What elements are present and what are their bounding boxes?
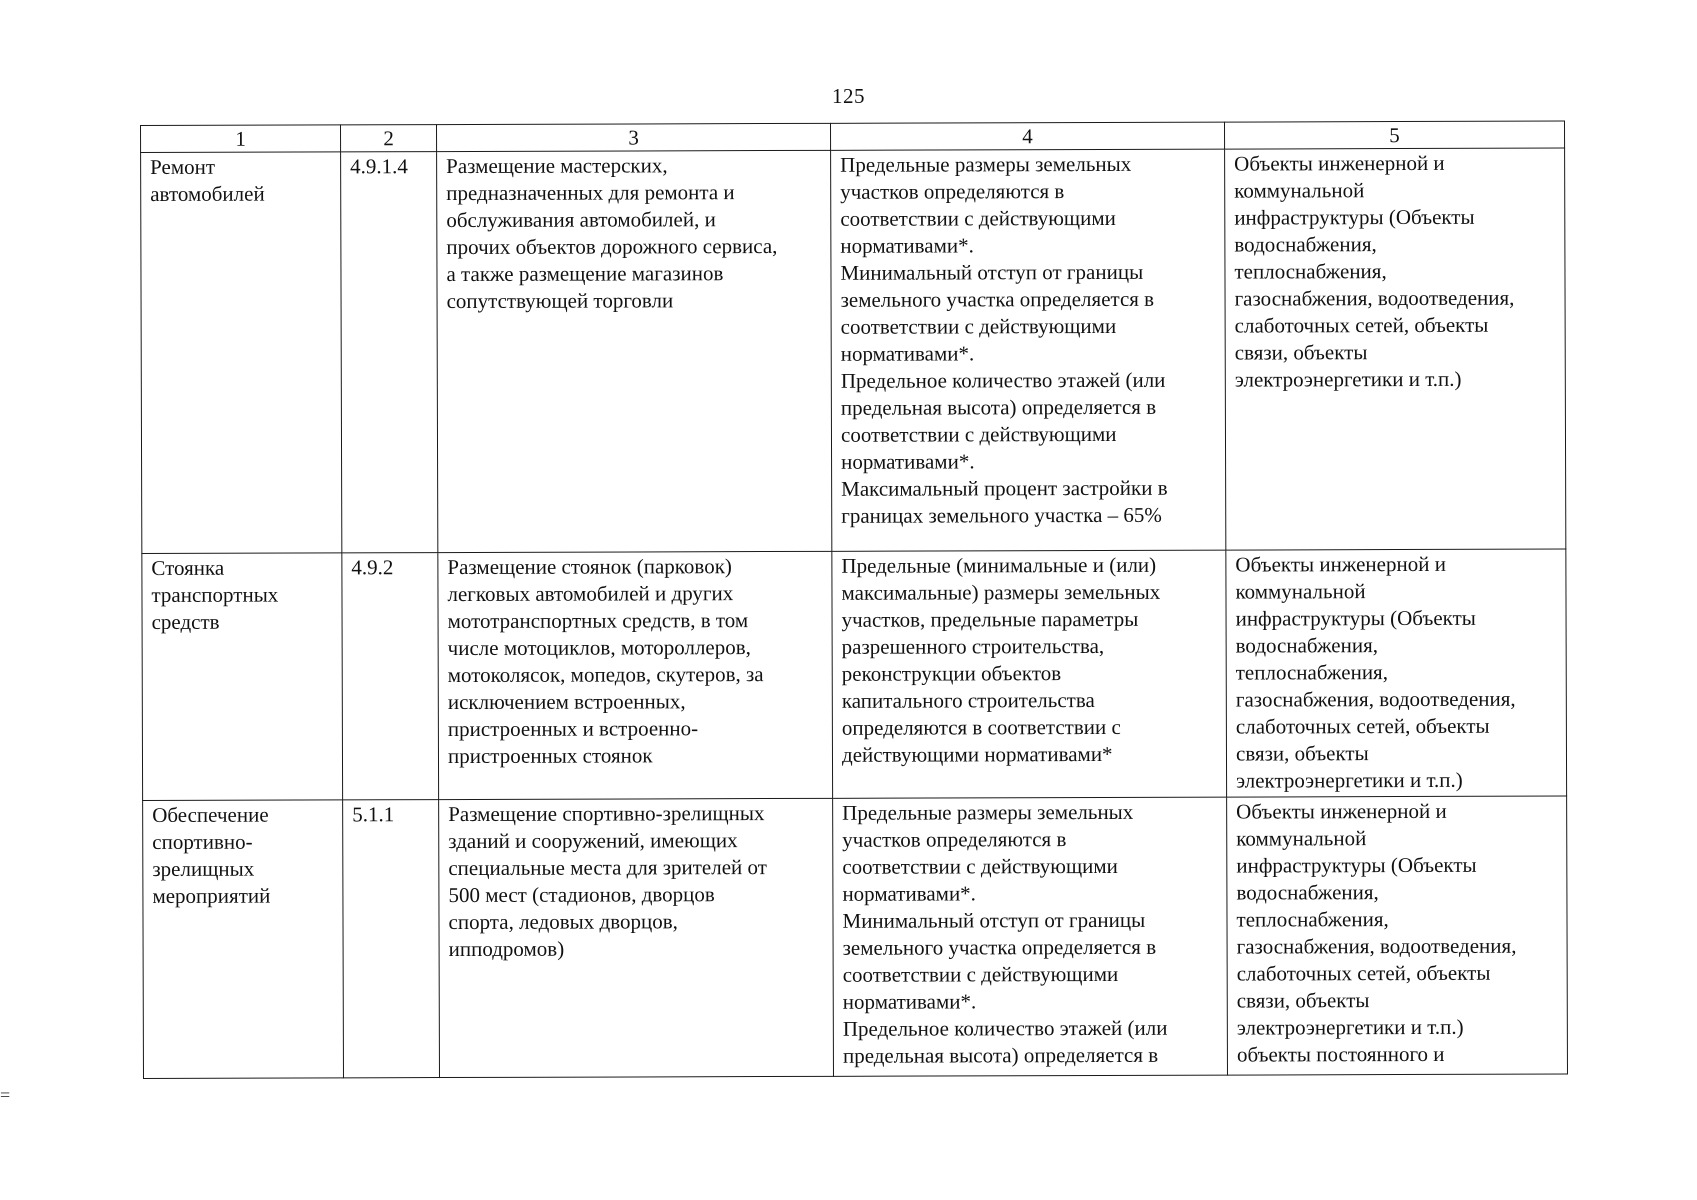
auxiliary-uses: Объекты инженерной и коммунальной инфраструктуры (Объекты водоснабжения, теплоснабжения, газоснабжения, водоотведения, слаботочных сетей, объекты связи, объекты электроэнергетики и т.п.) объекты постоянного и bbox=[1236, 798, 1517, 1067]
auxiliary-uses-cell bbox=[1227, 796, 1568, 1075]
use-code-cell bbox=[342, 553, 439, 800]
use-description-cell bbox=[437, 150, 832, 552]
use-code: 4.9.2 bbox=[351, 555, 394, 580]
use-parameters-cell bbox=[831, 149, 1226, 551]
use-description-cell bbox=[439, 798, 834, 1077]
use-parameters-cell bbox=[832, 550, 1227, 798]
page-number: 125 bbox=[832, 84, 865, 108]
auxiliary-uses-cell bbox=[1226, 549, 1567, 797]
table-body bbox=[141, 148, 1568, 1078]
use-parameters: Предельные размеры земельных участков определяются в соответствии с действующими нормативами*. Минимальный отступ от границы земельного участка определяется в соответствии с действующими нормативами*. Предельное количество этажей (или предельная высота) определяется в соответствии с действующими нормативами*. Максимальный процент застройки в границах земельного участка – 65% bbox=[840, 151, 1168, 528]
use-code: 5.1.1 bbox=[352, 802, 395, 827]
auxiliary-uses-cell bbox=[1225, 148, 1566, 550]
use-name: Обеспечение спортивно- зрелищных мероприятий bbox=[152, 802, 271, 908]
use-description: Размещение мастерских, предназначенных для ремонта и обслуживания автомобилей, и прочих объектов дорожного сервиса, а также размещение магазинов сопутствующей торговли bbox=[446, 153, 778, 314]
table-row bbox=[141, 148, 1566, 553]
use-code-cell bbox=[343, 800, 440, 1078]
use-code: 4.9.1.4 bbox=[350, 154, 408, 179]
header-col-3: 3 bbox=[437, 123, 831, 151]
use-name-cell bbox=[143, 800, 344, 1079]
header-col-5: 5 bbox=[1224, 121, 1564, 149]
land-use-table bbox=[140, 121, 1568, 1079]
table-row bbox=[142, 549, 1567, 800]
use-name: Ремонт автомобилей bbox=[150, 154, 265, 206]
use-parameters: Предельные (минимальные и (или) максимальные) размеры земельных участков, предельные параметры разрешенного строительства, реконструкции объектов капитального строительства определяются в соответствии с действующими нормативами* bbox=[841, 552, 1161, 767]
use-name-cell bbox=[142, 553, 343, 801]
use-description: Размещение спортивно-зрелищных зданий и сооружений, имеющих специальные места для зрителей от 500 мест (стадионов, дворцов спорта, ледовых дворцов, ипподромов) bbox=[448, 801, 767, 962]
header-col-1: 1 bbox=[141, 125, 341, 153]
header-col-4: 4 bbox=[830, 122, 1224, 150]
use-name: Стоянка транспортных средств bbox=[151, 555, 279, 634]
header-col-2: 2 bbox=[341, 125, 437, 152]
use-description: Размещение стоянок (парковок) легковых автомобилей и других мототранспортных средств, в том числе мотоциклов, мотороллеров, мотоколясок, мопедов, скутеров, за исключением встроенных, пристроенных и встроенно- пристроенных стоянок bbox=[447, 554, 764, 769]
use-parameters-cell bbox=[833, 797, 1228, 1076]
use-name-cell bbox=[141, 152, 342, 554]
auxiliary-uses: Объекты инженерной и коммунальной инфраструктуры (Объекты водоснабжения, теплоснабжения, газоснабжения, водоотведения, слаботочных сетей, объекты связи, объекты электроэнергетики и т.п.) bbox=[1235, 551, 1516, 793]
table-row bbox=[143, 796, 1568, 1078]
auxiliary-uses: Объекты инженерной и коммунальной инфраструктуры (Объекты водоснабжения, теплоснабжения, газоснабжения, водоотведения, слаботочных сетей, объекты связи, объекты электроэнергетики и т.п.) bbox=[1234, 150, 1515, 392]
use-code-cell bbox=[341, 152, 438, 553]
edge-mark: = bbox=[0, 1085, 11, 1105]
use-description-cell bbox=[438, 551, 833, 799]
use-parameters: Предельные размеры земельных участков определяются в соответствии с действующими нормативами*. Минимальный отступ от границы земельного участка определяется в соответствии с действующими нормативами*. Предельное количество этажей (или предельная высота) определяется в bbox=[842, 799, 1168, 1068]
